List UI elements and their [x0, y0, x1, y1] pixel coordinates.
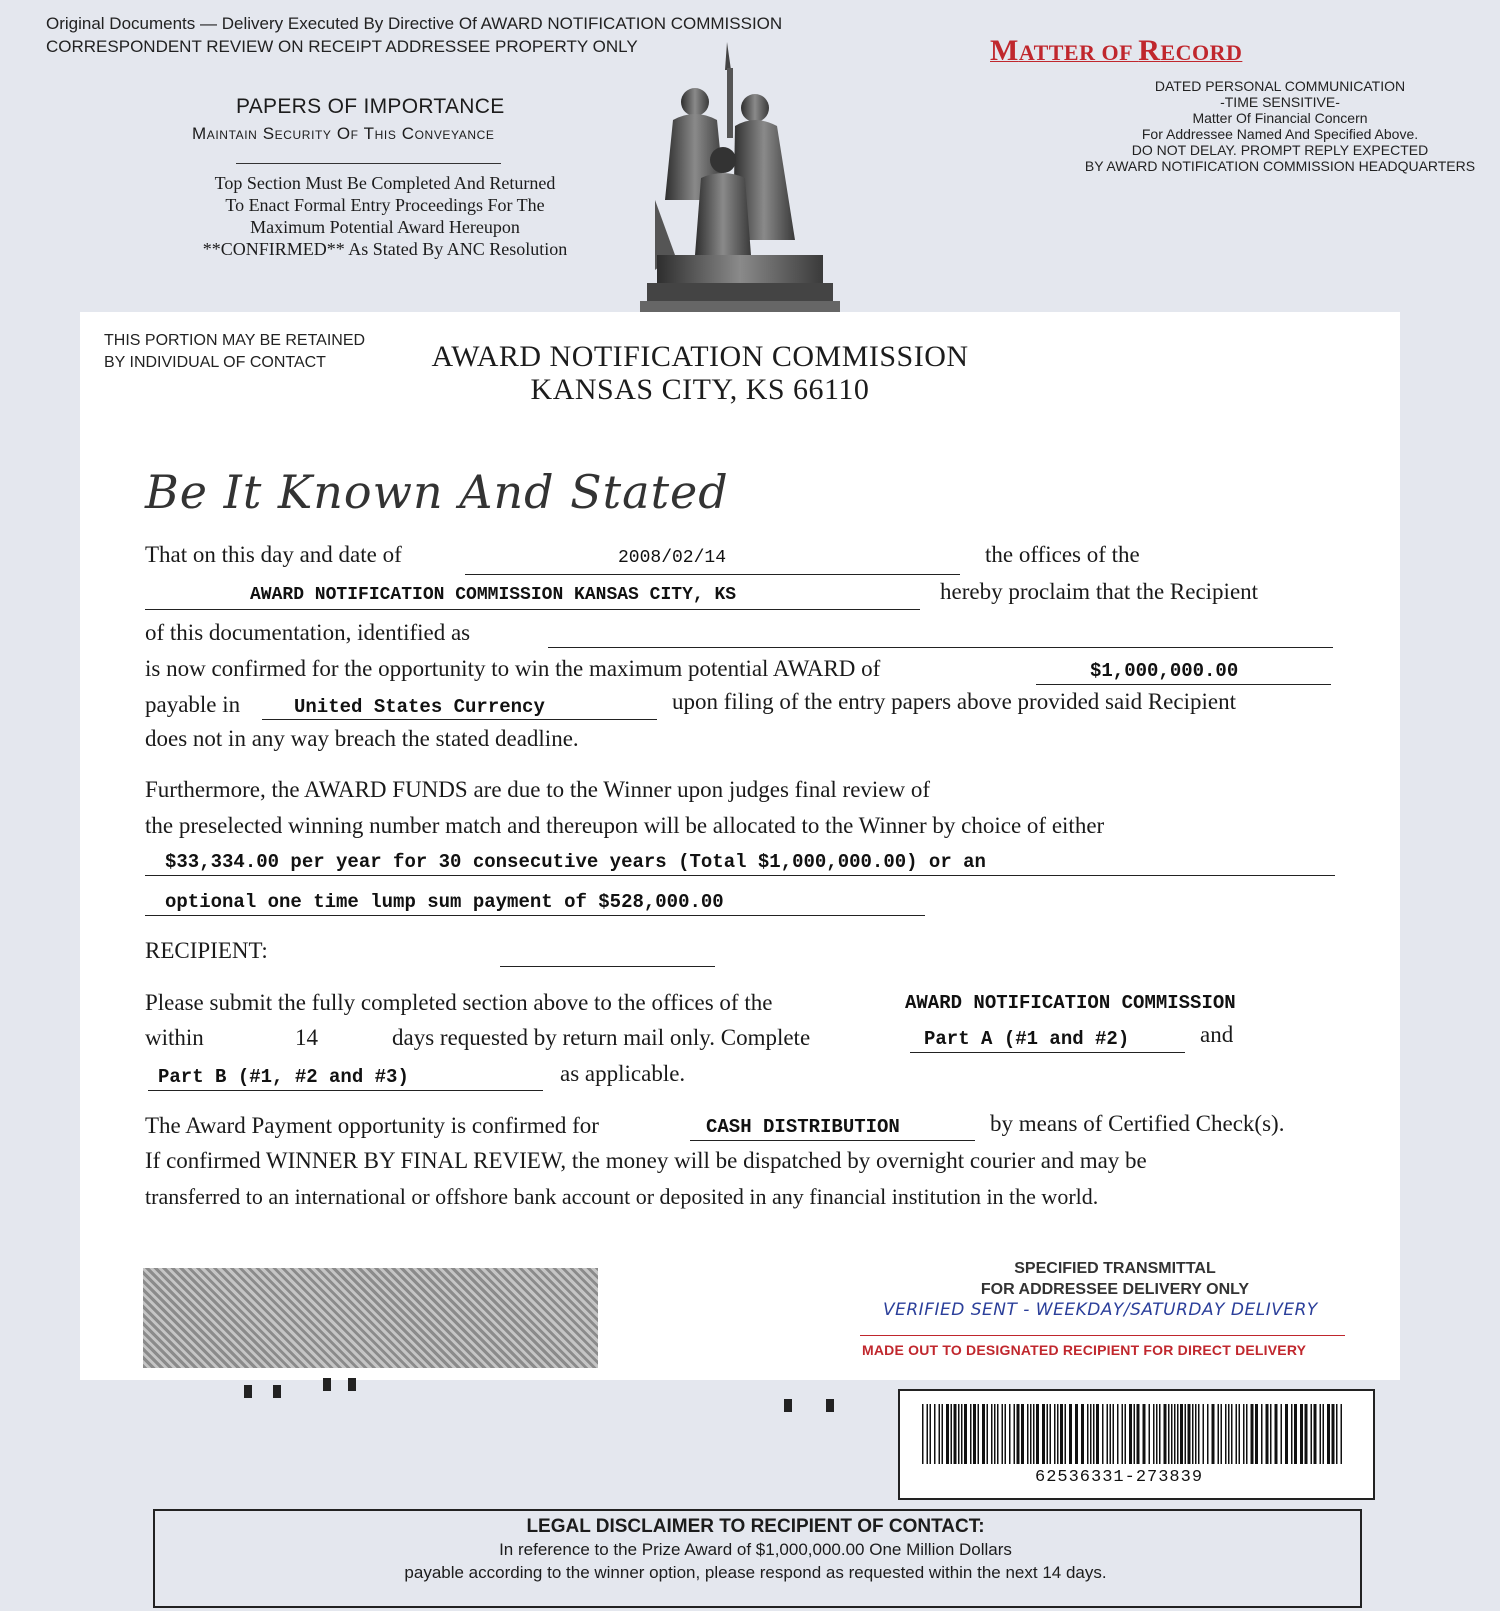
- dated-line: DATED PERSONAL COMMUNICATION: [1154, 78, 1406, 94]
- barcode-bar: [1341, 1404, 1343, 1464]
- barcode-bar: [1336, 1404, 1338, 1464]
- office-value: AWARD NOTIFICATION COMMISSION KANSAS CITY, KS: [250, 585, 737, 605]
- barcode-bar: [991, 1404, 993, 1464]
- barcode-bar: [1203, 1404, 1205, 1464]
- barcode-bar: [1198, 1404, 1200, 1464]
- barcode-bar: [1221, 1404, 1223, 1464]
- award-amount-value: $1,000,000.00: [1090, 660, 1239, 682]
- barcode-bar: [1246, 1404, 1248, 1464]
- divider: [860, 1335, 1345, 1336]
- barcode-bar: [1125, 1404, 1127, 1464]
- barcode-bar: [1137, 1404, 1140, 1464]
- p1-text: of this documentation, identified as: [145, 620, 471, 645]
- barcode-bar: [1042, 1404, 1045, 1464]
- p1-text: is now confirmed for the opportunity to win the maximum potential AWARD of: [145, 656, 881, 681]
- transmittal-line: SPECIFIED TRANSMITTAL: [1014, 1260, 1216, 1277]
- divider: [236, 163, 501, 164]
- matter-of-record-title: [990, 34, 1242, 68]
- barcode-bar: [1009, 1404, 1011, 1464]
- payment-option-1: $33,334.00 per year for 30 consecutive years (Total $1,000,000.00) or an: [165, 851, 986, 873]
- barcode-icon: [922, 1404, 1342, 1464]
- matter-initial: M: [990, 34, 1019, 67]
- p1-text: payable in: [145, 692, 241, 717]
- barcode-bar: [1291, 1404, 1293, 1464]
- barcode-bar: [1270, 1404, 1272, 1464]
- papers-subtitle: Maintain Security Of This Conveyance: [192, 124, 495, 143]
- barcode-bar: [927, 1404, 929, 1464]
- barcode-bar: [970, 1404, 972, 1464]
- barcode-bar: [1005, 1404, 1007, 1464]
- p3-text: and: [1200, 1022, 1234, 1047]
- made-out-note: MADE OUT TO DESIGNATED RECIPIENT FOR DIRECT DELIVERY: [862, 1342, 1307, 1358]
- barcode-bar: [946, 1404, 949, 1464]
- barcode-bar: [1057, 1404, 1059, 1464]
- barcode-bar: [1195, 1404, 1197, 1464]
- papers-line: Top Section Must Be Completed And Returned: [214, 173, 556, 193]
- barcode-bar: [1314, 1404, 1317, 1464]
- registration-mark: [784, 1399, 792, 1412]
- proclamation-heading: Be It Known And Stated: [145, 465, 729, 519]
- part-b-value: Part B (#1, #2 and #3): [158, 1066, 409, 1088]
- barcode-bar: [997, 1404, 999, 1464]
- barcode-bar: [1033, 1404, 1035, 1464]
- barcode-bar: [1159, 1404, 1161, 1464]
- legal-title: LEGAL DISCLAIMER TO RECIPIENT OF CONTACT:: [526, 1516, 985, 1537]
- transmittal-label: [930, 1258, 1300, 1300]
- barcode-bar: [1014, 1404, 1016, 1464]
- barcode-bar: [1281, 1404, 1283, 1464]
- record-initial: R: [1138, 34, 1161, 67]
- barcode-bar: [1171, 1404, 1173, 1464]
- barcode-bar: [1185, 1404, 1187, 1464]
- barcode-bar: [1275, 1404, 1278, 1464]
- currency-value: United States Currency: [294, 696, 545, 718]
- barcode-bar: [1030, 1404, 1032, 1464]
- barcode-bar: [978, 1404, 980, 1464]
- barcode-bar: [1168, 1404, 1170, 1464]
- barcode-bar: [1228, 1404, 1230, 1464]
- legal-line: In reference to the Prize Award of $1,000,000.00 One Million Dollars: [499, 1540, 1012, 1559]
- registration-mark: [273, 1385, 281, 1398]
- barcode-bar: [1113, 1404, 1115, 1464]
- barcode-bar: [1036, 1404, 1039, 1464]
- p4-text: transferred to an international or offshore bank account or deposited in any financial institution in the world.: [145, 1184, 1099, 1209]
- barcode-bar: [1294, 1404, 1297, 1464]
- retained-line: BY INDIVIDUAL OF CONTACT: [104, 354, 326, 371]
- barcode-bar: [1153, 1404, 1155, 1464]
- barcode-bar: [1192, 1404, 1194, 1464]
- papers-line: **CONFIRMED** As Stated By ANC Resolution: [202, 239, 568, 259]
- papers-instructions: [150, 172, 620, 260]
- barcode-bar: [1096, 1404, 1099, 1464]
- barcode-bar: [1180, 1404, 1183, 1464]
- barcode-bar: [1047, 1404, 1049, 1464]
- barcode-bar: [964, 1404, 967, 1464]
- barcode-bar: [1177, 1404, 1179, 1464]
- p3-text: Please submit the fully completed section above to the offices of the: [145, 990, 773, 1015]
- p1-text: upon filing of the entry papers above provided said Recipient: [672, 689, 1236, 714]
- barcode-bar: [1239, 1404, 1241, 1464]
- barcode-bar: [1285, 1404, 1288, 1464]
- p1-text: does not in any way breach the stated deadline.: [145, 726, 579, 751]
- barcode-bar: [1107, 1404, 1109, 1464]
- barcode-bar: [1164, 1404, 1167, 1464]
- p2-text: Furthermore, the AWARD FUNDS are due to the Winner upon judges final review of: [145, 777, 931, 802]
- barcode-bar: [1305, 1404, 1308, 1464]
- p4-text: If confirmed WINNER BY FINAL REVIEW, the money will be dispatched by overnight courier and may be: [145, 1148, 1147, 1173]
- recipient-id-field: [548, 621, 1333, 648]
- payment-option-2: optional one time lump sum payment of $528,000.00: [165, 891, 724, 913]
- barcode-bar: [973, 1404, 976, 1464]
- barcode-bar: [1243, 1404, 1245, 1464]
- barcode-bar: [954, 1404, 957, 1464]
- barcode-bar: [934, 1404, 936, 1464]
- p1-text: the offices of the: [985, 542, 1140, 567]
- header-line-2: CORRESPONDENT REVIEW ON RECEIPT ADDRESSEE PROPERTY ONLY: [46, 37, 638, 56]
- barcode-bar: [951, 1404, 953, 1464]
- barcode-bar: [1027, 1404, 1029, 1464]
- barcode-bar: [930, 1404, 932, 1464]
- barcode-bar: [922, 1404, 924, 1464]
- barcode-bar: [1188, 1404, 1191, 1464]
- barcode-bar: [1266, 1404, 1269, 1464]
- header-line-1: Original Documents — Delivery Executed By Directive Of AWARD NOTIFICATION COMMISSION: [46, 14, 783, 33]
- barcode-bar: [1332, 1404, 1335, 1464]
- p3-text: days requested by return mail only. Complete: [392, 1025, 811, 1050]
- barcode-bar: [942, 1404, 944, 1464]
- days-value: 14: [295, 1025, 318, 1050]
- barcode-bar: [1311, 1404, 1313, 1464]
- barcode-bar: [1081, 1404, 1084, 1464]
- dated-communication-block: [1080, 78, 1480, 174]
- barcode-bar: [1225, 1404, 1227, 1464]
- barcode-bar: [1117, 1404, 1119, 1464]
- barcode-bar: [1327, 1404, 1330, 1464]
- barcode-bar: [1143, 1404, 1146, 1464]
- legal-line: payable according to the winner option, please respond as requested within the next 14 days.: [404, 1563, 1107, 1582]
- barcode-bar: [1075, 1404, 1078, 1464]
- barcode-bar: [1093, 1404, 1095, 1464]
- barcode-bar: [1300, 1404, 1303, 1464]
- dated-line: For Addressee Named And Specified Above.: [1141, 126, 1419, 142]
- p3-text: as applicable.: [560, 1061, 686, 1086]
- barcode-bar: [1255, 1404, 1258, 1464]
- barcode-bar: [1050, 1404, 1052, 1464]
- p3-org: AWARD NOTIFICATION COMMISSION: [905, 992, 1236, 1014]
- barcode-bar: [1149, 1404, 1151, 1464]
- p1-text: hereby proclaim that the Recipient: [940, 579, 1259, 604]
- retained-note: [104, 330, 365, 374]
- dated-line: -TIME SENSITIVE-: [1220, 94, 1340, 110]
- registration-mark: [826, 1399, 834, 1412]
- barcode-bar: [939, 1404, 941, 1464]
- barcode-bar: [1102, 1404, 1104, 1464]
- papers-line: To Enact Formal Entry Proceedings For The: [225, 195, 545, 215]
- barcode-bar: [1156, 1404, 1158, 1464]
- part-a-value: Part A (#1 and #2): [924, 1028, 1130, 1050]
- dated-line: Matter Of Financial Concern: [1192, 110, 1368, 126]
- barcode-bar: [1251, 1404, 1254, 1464]
- barcode-bar: [1054, 1404, 1056, 1464]
- barcode-bar: [1060, 1404, 1063, 1464]
- papers-line: Maximum Potential Award Hereupon: [250, 217, 520, 237]
- barcode-bar: [1129, 1404, 1132, 1464]
- p4-text: by means of Certified Check(s).: [990, 1111, 1285, 1136]
- barcode-bar: [1122, 1404, 1124, 1464]
- papers-title: PAPERS OF IMPORTANCE: [236, 95, 505, 118]
- date-value: 2008/02/14: [618, 548, 727, 568]
- commission-title: [390, 340, 1010, 406]
- barcode-bar: [1017, 1404, 1020, 1464]
- p1-text: That on this day and date of: [145, 542, 402, 567]
- barcode-bar: [1110, 1404, 1112, 1464]
- barcode-bar: [1212, 1404, 1215, 1464]
- handwritten-note: VERIFIED SENT - WEEKDAY/SATURDAY DELIVERY: [883, 1300, 1318, 1320]
- statue-illustration: [635, 40, 845, 320]
- security-pattern: [143, 1268, 598, 1368]
- commission-name: AWARD NOTIFICATION COMMISSION: [431, 340, 969, 373]
- barcode-bar: [982, 1404, 985, 1464]
- p3-text: within: [145, 1025, 204, 1050]
- barcode-bar: [987, 1404, 989, 1464]
- barcode-bar: [1002, 1404, 1004, 1464]
- commission-address: KANSAS CITY, KS 66110: [530, 373, 870, 406]
- dated-line: BY AWARD NOTIFICATION COMMISSION HEADQUARTERS: [1084, 158, 1476, 174]
- record-rest: ECORD: [1160, 40, 1243, 65]
- barcode-bar: [1323, 1404, 1325, 1464]
- method-value: CASH DISTRIBUTION: [706, 1116, 900, 1138]
- barcode-number: 62536331-273839: [1035, 1468, 1204, 1487]
- p2-text: the preselected winning number match and thereupon will be allocated to the Winner by choice of either: [145, 813, 1105, 838]
- barcode-bar: [1065, 1404, 1067, 1464]
- barcode-bar: [961, 1404, 963, 1464]
- barcode-bar: [1087, 1404, 1089, 1464]
- registration-mark: [348, 1378, 356, 1391]
- retained-line: THIS PORTION MAY BE RETAINED: [104, 332, 366, 349]
- barcode-bar: [1218, 1404, 1220, 1464]
- matter-rest: ATTER OF: [1018, 40, 1139, 65]
- barcode-bar: [1320, 1404, 1322, 1464]
- barcode-bar: [1207, 1404, 1209, 1464]
- registration-mark: [323, 1378, 331, 1391]
- recipient-field: [500, 940, 715, 967]
- barcode-bar: [958, 1404, 960, 1464]
- barcode-bar: [1174, 1404, 1176, 1464]
- barcode-bar: [1090, 1404, 1092, 1464]
- barcode-bar: [994, 1404, 996, 1464]
- barcode-bar: [1021, 1404, 1024, 1464]
- registration-mark: [244, 1385, 252, 1398]
- barcode-bar: [1069, 1404, 1072, 1464]
- barcode-bar: [1134, 1404, 1136, 1464]
- barcode-bar: [1261, 1404, 1263, 1464]
- barcode-bar: [1236, 1404, 1238, 1464]
- dated-line: DO NOT DELAY. PROMPT REPLY EXPECTED: [1131, 142, 1429, 158]
- barcode-bar: [1231, 1404, 1233, 1464]
- transmittal-line: FOR ADDRESSEE DELIVERY ONLY: [980, 1281, 1250, 1298]
- recipient-label: RECIPIENT:: [145, 938, 268, 963]
- p4-text: The Award Payment opportunity is confirmed for: [145, 1113, 599, 1138]
